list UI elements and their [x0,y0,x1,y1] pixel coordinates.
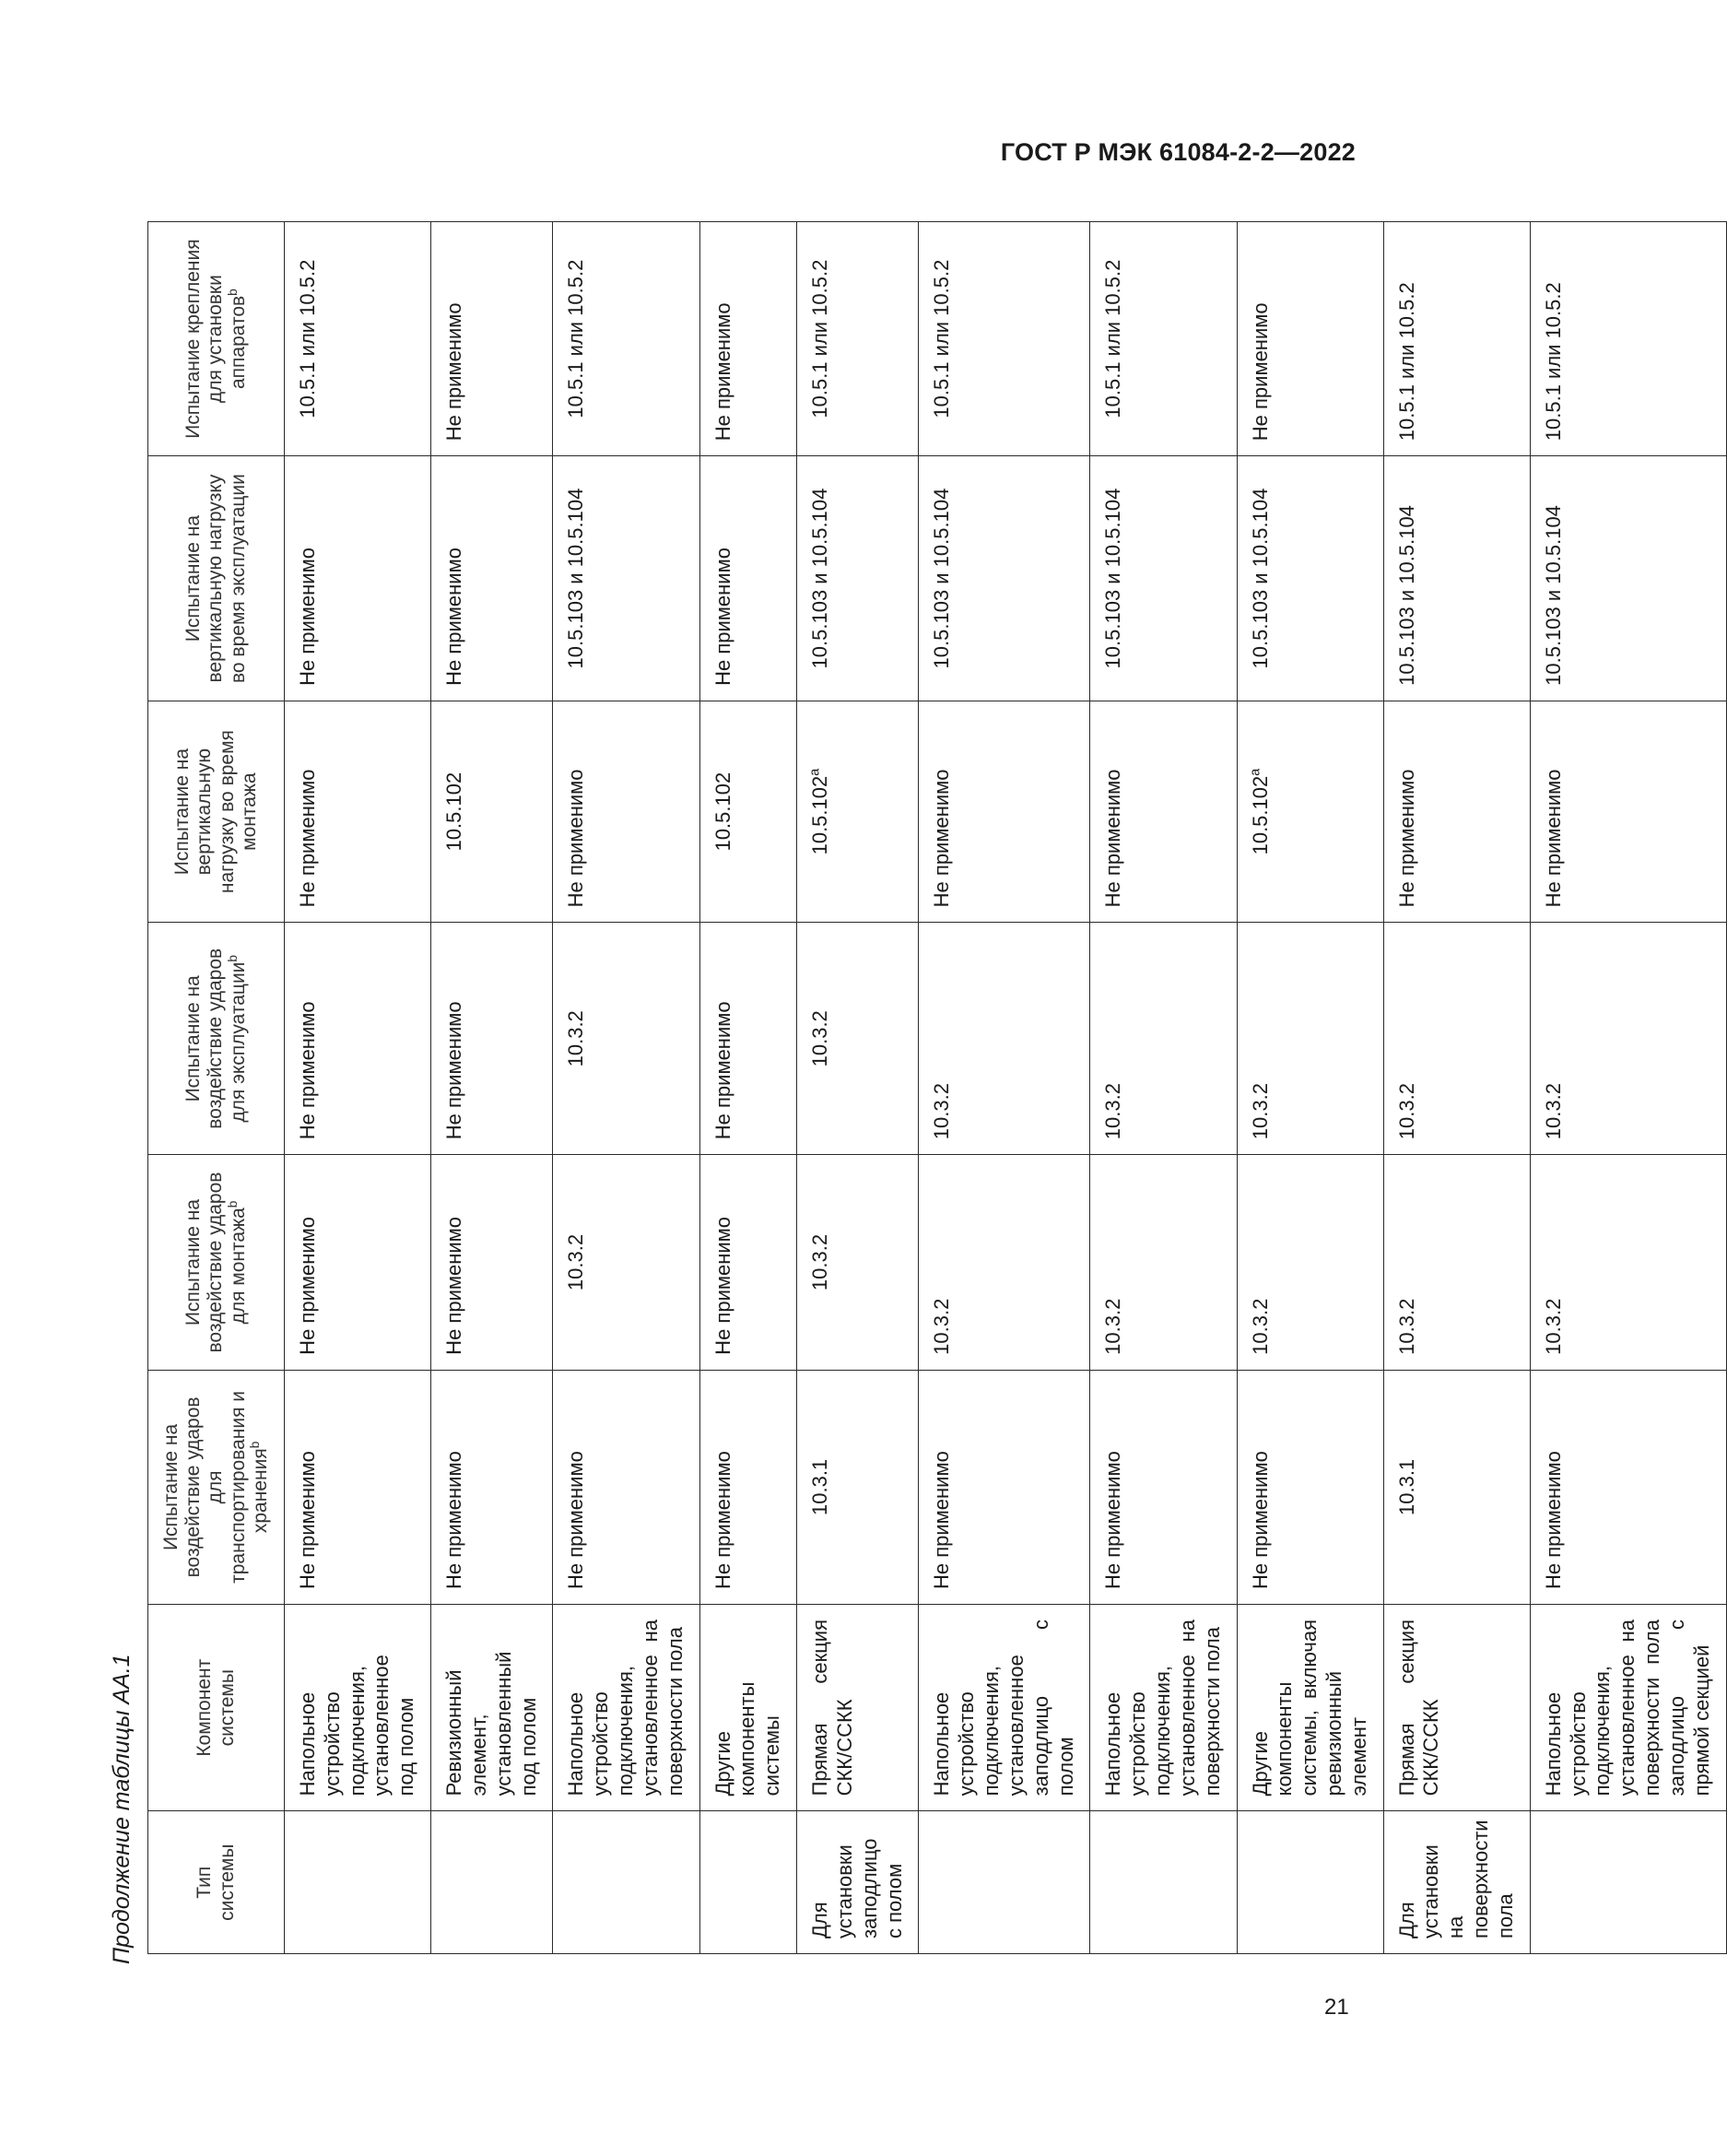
cell-impact-mounting: 10.3.2 [553,1155,699,1371]
cell-vertical-load-mounting: Не применимо [285,701,431,922]
cell-fixing-test: 10.5.1 или 10.5.2 [919,222,1090,456]
cell-component: Другие компоненты системы [699,1605,796,1811]
cell-fixing-test: 10.5.1 или 10.5.2 [1090,222,1237,456]
cell-fixing-test: 10.5.1 или 10.5.2 [1383,222,1530,456]
header-system-component: Компонент системы [148,1605,285,1811]
cell-vertical-load-operation: 10.5.103 и 10.5.104 [553,456,699,701]
cell-impact-mounting: 10.3.2 [1530,1155,1726,1371]
cell-vertical-load-operation: Не применимо [431,456,553,701]
header-fixing-test: Испытание крепления для установки аппаратов$^b$ [148,222,285,456]
cell-vertical-load-mounting: 10.5.102$^a$ [797,701,919,922]
cell-fixing-test: 10.5.1 или 10.5.2 [553,222,699,456]
cell-impact-mounting: Не применимо [431,1155,553,1371]
cell-impact-mounting: 10.3.2 [1090,1155,1237,1371]
cell-system-type: Для установки на поверхности пола [1383,1811,1530,1954]
table-row [919,222,1090,1954]
cell-component: Прямая секция СКК/ССКК [797,1605,919,1811]
cell-impact-operation: 10.3.2 [1090,923,1237,1155]
cell-vertical-load-mounting: Не применимо [1530,701,1726,922]
cell-impact-operation: 10.3.2 [797,923,919,1155]
cell-vertical-load-mounting: Не применимо [553,701,699,922]
cell-component: Напольное устройство подключения, установленное на поверхности пола [1090,1605,1237,1811]
cell-component: Напольное устройство подключения, установленное заподлицо с полом [919,1605,1090,1811]
cell-impact-mounting: 10.3.2 [797,1155,919,1371]
cell-vertical-load-mounting: Не применимо [919,701,1090,922]
cell-impact-operation: 10.3.2 [1530,923,1726,1155]
cell-impact-operation: 10.3.2 [919,923,1090,1155]
cell-impact-transport: Не применимо [285,1370,431,1604]
table-row [553,222,699,1954]
table-row [1090,222,1237,1954]
page-number: 21 [1324,1995,1349,2020]
cell-vertical-load-mounting: Не применимо [1090,701,1237,922]
cell-vertical-load-operation: 10.5.103 и 10.5.104 [1530,456,1726,701]
cell-vertical-load-operation: Не применимо [699,456,796,701]
cell-impact-mounting: 10.3.2 [1383,1155,1530,1371]
cell-impact-transport: Не применимо [431,1370,553,1604]
table-row [285,222,431,1954]
cell-component: Напольное устройство подключения, установленное на поверхности пола [553,1605,699,1811]
cell-system-type [919,1811,1090,1954]
cell-system-type [1237,1811,1383,1954]
cell-fixing-test: 10.5.1 или 10.5.2 [1530,222,1726,456]
cell-vertical-load-mounting: Не применимо [1383,701,1530,922]
table-row [431,222,553,1954]
cell-impact-transport: 10.3.1 [1383,1370,1530,1604]
cell-component: Другие компоненты системы, включая ревизионный элемент [1237,1605,1383,1811]
header-impact-transport: Испытание на воздействие ударов для транспортирования и хранения$^b$ [148,1370,285,1604]
table-row [1530,222,1726,1954]
cell-fixing-test: Не применимо [1237,222,1383,456]
cell-impact-operation: Не применимо [431,923,553,1155]
header-vertical-load-mounting: Испытание на вертикальную нагрузку во время монтажа [148,701,285,922]
test-requirements-table [147,221,1727,1954]
cell-vertical-load-mounting: 10.5.102$^a$ [1237,701,1383,922]
cell-vertical-load-operation: 10.5.103 и 10.5.104 [919,456,1090,701]
cell-impact-transport: Не применимо [699,1370,796,1604]
cell-fixing-test: Не применимо [431,222,553,456]
cell-impact-transport: Не применимо [919,1370,1090,1604]
cell-system-type [1530,1811,1726,1954]
cell-impact-operation: 10.3.2 [553,923,699,1155]
table-row [699,222,796,1954]
cell-system-type [699,1811,796,1954]
cell-vertical-load-operation: Не применимо [285,456,431,701]
rotated-table-container [147,221,1713,1954]
cell-impact-transport: Не применимо [1530,1370,1726,1604]
cell-component: Напольное устройство подключения, установленное под полом [285,1605,431,1811]
header-vertical-load-operation: Испытание на вертикальную нагрузку во время эксплуатации [148,456,285,701]
cell-impact-operation: 10.3.2 [1383,923,1530,1155]
header-system-type: Тип системы [148,1811,285,1954]
cell-impact-mounting: Не применимо [699,1155,796,1371]
header-impact-mounting: Испытание на воздействие ударов для монтажа$^b$ [148,1155,285,1371]
cell-impact-transport: Не применимо [553,1370,699,1604]
cell-component: Напольное устройство подключения, установленное на поверхности пола заподлицо с прямой секцией [1530,1605,1726,1811]
cell-impact-operation: 10.3.2 [1237,923,1383,1155]
cell-system-type [553,1811,699,1954]
cell-system-type [431,1811,553,1954]
cell-fixing-test: 10.5.1 или 10.5.2 [797,222,919,456]
cell-system-type [285,1811,431,1954]
cell-impact-operation: Не применимо [285,923,431,1155]
table-caption-container [103,305,140,1964]
header-impact-operation: Испытание на воздействие ударов для эксплуатации$^b$ [148,923,285,1155]
cell-vertical-load-operation: 10.5.103 и 10.5.104 [797,456,919,701]
cell-impact-transport: Не применимо [1237,1370,1383,1604]
cell-vertical-load-operation: 10.5.103 и 10.5.104 [1383,456,1530,701]
cell-impact-transport: Не применимо [1090,1370,1237,1604]
cell-vertical-load-mounting: 10.5.102 [431,701,553,922]
table-header-row [148,222,285,1954]
cell-system-type [1090,1811,1237,1954]
cell-component: Прямая секция СКК/ССКК [1383,1605,1530,1811]
cell-vertical-load-operation: 10.5.103 и 10.5.104 [1237,456,1383,701]
cell-vertical-load-mounting: 10.5.102 [699,701,796,922]
cell-system-type: Для установки заподлицо с полом [797,1811,919,1954]
cell-impact-mounting: 10.3.2 [919,1155,1090,1371]
cell-fixing-test: 10.5.1 или 10.5.2 [285,222,431,456]
cell-fixing-test: Не применимо [699,222,796,456]
table-caption: Продолжение таблицы АА.1 [109,1654,135,1964]
cell-impact-operation: Не применимо [699,923,796,1155]
cell-impact-mounting: 10.3.2 [1237,1155,1383,1371]
cell-impact-mounting: Не применимо [285,1155,431,1371]
cell-impact-transport: 10.3.1 [797,1370,919,1604]
cell-component: Ревизионный элемент, установленный под полом [431,1605,553,1811]
table-row [797,222,919,1954]
cell-vertical-load-operation: 10.5.103 и 10.5.104 [1090,456,1237,701]
document-standard-header: ГОСТ Р МЭК 61084-2-2—2022 [1000,138,1356,166]
table-row [1237,222,1383,1954]
table-row [1383,222,1530,1954]
